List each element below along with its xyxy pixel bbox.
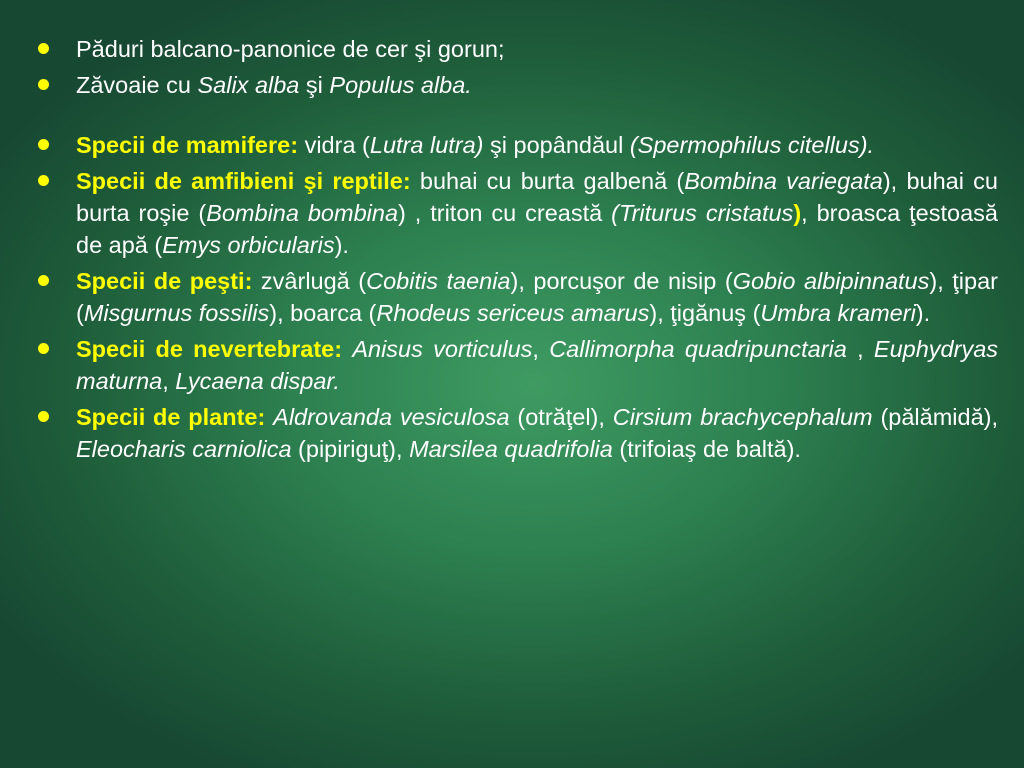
species-name: Cirsium brachycephalum <box>612 404 873 430</box>
bullet-text: vidra ( <box>298 132 370 158</box>
bullet-text: ). <box>915 300 931 326</box>
species-name: Cobitis taenia <box>366 268 511 294</box>
bullet-text: ), buhai cu burta roşie ( <box>76 168 998 226</box>
bullet-text: , <box>532 336 550 362</box>
bullet-text: şi <box>299 72 330 98</box>
bullet-item <box>38 333 998 397</box>
bullet-item <box>38 69 998 101</box>
species-name: Lutra lutra) <box>369 132 484 158</box>
bullet-list <box>38 33 998 469</box>
bullet-text: ), ţigănuş ( <box>649 300 761 326</box>
species-name: Bombina variegata <box>684 168 883 194</box>
bullet-dot-icon <box>38 139 49 150</box>
species-name: Rhodeus sericeus amarus <box>376 300 650 326</box>
species-name: Aldrovanda vesiculosa <box>273 404 510 430</box>
species-name: Anisus vorticulus <box>352 336 533 362</box>
bullet-item <box>38 33 998 65</box>
bullet-dot-icon <box>38 43 49 54</box>
species-name: Emys orbicularis <box>162 232 335 258</box>
bullet-text: zvârlugă ( <box>252 268 367 294</box>
bullet-dot-icon <box>38 79 49 90</box>
species-name: (Triturus cristatus <box>611 200 794 226</box>
bullet-dot-icon <box>38 175 49 186</box>
bullet-text: buhai cu burta galbenă ( <box>410 168 685 194</box>
bullet-text: ) , triton cu creastă <box>398 200 612 226</box>
bullet-heading: Specii de nevertebrate: <box>76 336 343 362</box>
bullet-dot-icon <box>38 411 49 422</box>
species-name: Populus alba. <box>329 72 472 98</box>
bullet-item <box>38 165 998 261</box>
bullet-heading: : <box>244 268 253 294</box>
species-name: Euphydryas maturna <box>76 336 999 394</box>
bullet-text: (trifoiaş de baltă). <box>612 436 801 462</box>
bullet-heading: Specii de peşti <box>76 268 245 294</box>
species-name: Bombina bombina <box>206 200 399 226</box>
species-name: Gobio albipinnatus <box>732 268 930 294</box>
species-name: Misgurnus fossilis <box>83 300 270 326</box>
bullet-text: ), ţipar ( <box>76 268 998 326</box>
bullet-text: Păduri balcano-panonice de cer şi gorun; <box>76 36 505 62</box>
bullet-text: , <box>846 336 874 362</box>
bullet-text: ). <box>334 232 349 258</box>
bullet-item <box>38 265 998 329</box>
bullet-text: , broasca ţestoasă de apă ( <box>76 200 998 258</box>
bullet-text: (otrăţel), <box>509 404 613 430</box>
bullet-heading: Specii de amfibieni şi reptile: <box>76 168 411 194</box>
bullet-item <box>38 401 998 465</box>
bullet-text: şi popândăul <box>483 132 630 158</box>
bullet-text: (pălămidă), <box>872 404 998 430</box>
species-name: Salix alba <box>197 72 300 98</box>
bullet-heading: Specii de mamifere: <box>76 132 299 158</box>
bullet-dot-icon <box>38 343 49 354</box>
bullet-text: ) <box>793 200 802 226</box>
species-name: Eleocharis carniolica <box>76 436 292 462</box>
bullet-text <box>342 336 352 362</box>
species-name: Callimorpha quadripunctaria <box>549 336 847 362</box>
bullet-text <box>265 404 273 430</box>
bullet-text: (pipiriguţ), <box>291 436 410 462</box>
species-name: Marsilea quadrifolia <box>409 436 613 462</box>
bullet-text: , <box>162 368 176 394</box>
bullet-dot-icon <box>38 275 49 286</box>
species-name: Umbra krameri <box>760 300 916 326</box>
bullet-heading: Specii de plante: <box>76 404 266 430</box>
bullet-item <box>38 129 998 161</box>
species-name: (Spermophilus citellus). <box>629 132 875 158</box>
bullet-text: ), porcuşor de nisip ( <box>510 268 733 294</box>
bullet-text: Zăvoaie cu <box>76 72 198 98</box>
bullet-text: ), boarca ( <box>269 300 377 326</box>
species-name: Lycaena dispar. <box>175 368 340 394</box>
